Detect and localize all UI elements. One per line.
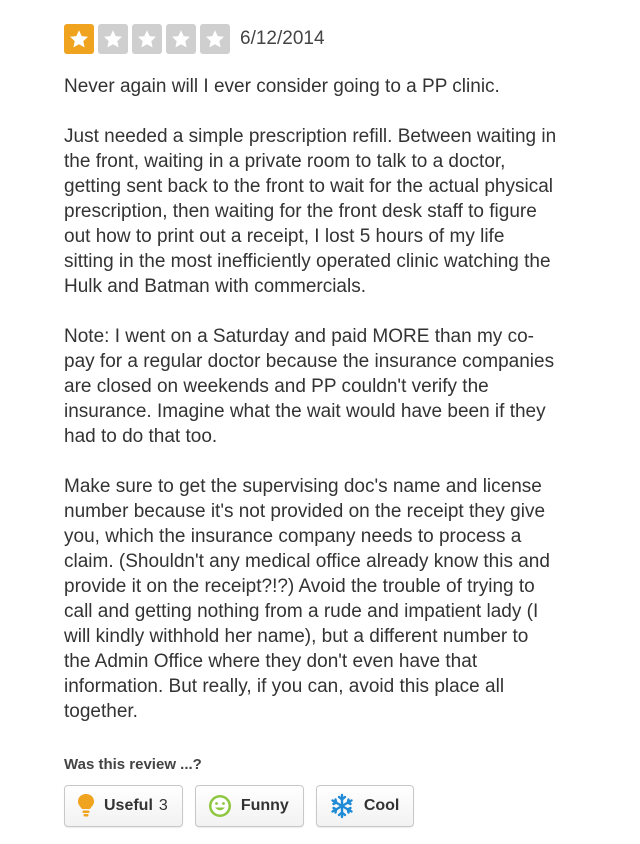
smiley-icon xyxy=(208,794,232,818)
useful-count: 3 xyxy=(158,797,168,814)
useful-button[interactable] xyxy=(64,785,183,827)
cool-label: Cool xyxy=(363,797,400,814)
cool-button[interactable] xyxy=(316,785,415,827)
star-empty-icon xyxy=(200,24,230,54)
review-date: 6/12/2014 xyxy=(240,28,325,49)
review-paragraph: Never again will I ever consider going to a PP clinic. xyxy=(64,76,500,97)
review-paragraph: Just needed a simple prescription refill. Between waiting in the front, waiting in a private room to talk to a doctor, getting sent back to the front to wait for the actual physical prescription, then waiting for the front desk staff to figure out how to print out a receipt, I lost 5 hours of my life sitting in the most inefficiently operated clinic watching the Hulk and Batman with commercials. xyxy=(64,126,557,297)
star-empty-icon xyxy=(166,24,196,54)
review-body xyxy=(64,74,624,724)
star-empty-icon xyxy=(132,24,162,54)
snowflake-icon xyxy=(329,793,355,819)
feedback-prompt: Was this review ...? xyxy=(64,756,202,773)
star-rating xyxy=(64,24,230,54)
lightbulb-icon xyxy=(77,793,95,819)
star-filled-icon xyxy=(64,24,94,54)
funny-button[interactable] xyxy=(195,785,304,827)
review-paragraph: Make sure to get the supervising doc's name and license number because it's not provided on the receipt they give you, which the insurance company needs to process a claim. (Shouldn't any medical office already know this and provide it on the receipt?!?) Avoid the trouble of trying to call and getting nothing from a rude and impatient lady (I will kindly withhold her name), but a different number to the Admin Office where they don't even have that information. But really, if you can, avoid this place all together. xyxy=(64,476,550,722)
useful-label: Useful xyxy=(104,797,153,814)
star-empty-icon xyxy=(98,24,128,54)
review-paragraph: Note: I went on a Saturday and paid MORE than my co- pay for a regular doctor because the insurance companies are closed on weekends and PP couldn't verify the insurance. Imagine what the wait would have been if they had to do that too. xyxy=(64,326,555,447)
vote-buttons xyxy=(64,785,414,827)
review xyxy=(64,22,624,749)
rating-row xyxy=(64,22,624,56)
funny-label: Funny xyxy=(240,797,289,814)
